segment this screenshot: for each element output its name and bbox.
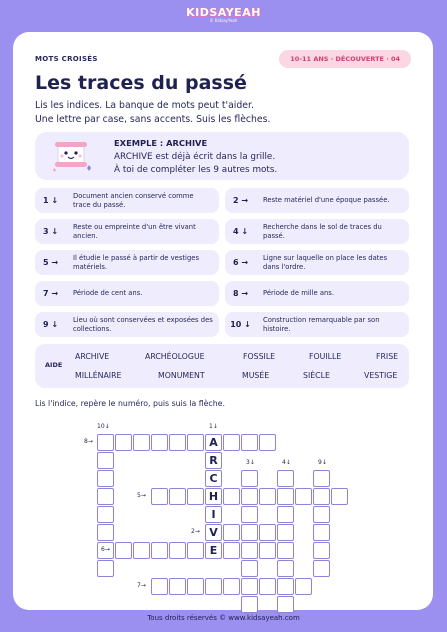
grid-cell[interactable] (241, 524, 258, 541)
grid-cell[interactable] (151, 434, 168, 451)
brand-name: KIDSAYEAH (186, 6, 261, 19)
grid-cell[interactable] (133, 434, 150, 451)
grid-cell[interactable] (205, 578, 222, 595)
word-bank-item: FOSSILE (243, 352, 276, 361)
grid-cell[interactable] (133, 542, 150, 559)
grid-cell[interactable] (187, 542, 204, 559)
word-bank-item: FOUILLE (309, 352, 342, 361)
clue-number: 2 → (232, 196, 249, 205)
intro-line: Une lettre par case, sans accents. Suis les flèches. (35, 114, 271, 125)
word-bank-item: MILLÉNAIRE (75, 371, 122, 380)
grid-cell[interactable] (115, 434, 132, 451)
grid-cell[interactable] (313, 542, 330, 559)
grid-cell[interactable] (97, 434, 114, 451)
clue-text: Document ancien conservé comme trace du passé. (73, 192, 194, 209)
brand-tagline: © KidsayYeah (209, 18, 238, 23)
grid-cell[interactable] (331, 488, 348, 505)
grid-cell[interactable] (241, 434, 258, 451)
clue-number: 10 ↓ (230, 320, 251, 329)
clue-text: Construction remarquable par son histoire. (263, 316, 380, 333)
grid-cell[interactable] (241, 542, 258, 559)
clue-marker: 8→ (84, 438, 93, 445)
clue-text: Ligne sur laquelle on place les dates dans l'ordre. (263, 254, 388, 271)
word-bank-item: VESTIGE (364, 371, 398, 380)
grid-cell[interactable] (97, 470, 114, 487)
clue-marker: 6→ (101, 546, 110, 553)
grid-cell[interactable] (277, 524, 294, 541)
grid-cell[interactable] (295, 488, 312, 505)
clue-text: Lieu où sont conservées et exposées des collections. (73, 316, 213, 333)
grid-cell[interactable] (223, 488, 240, 505)
worksheet-page (13, 32, 433, 610)
grid-cell[interactable] (187, 434, 204, 451)
clue-text: Il étudie le passé à partir de vestiges matériels. (73, 254, 199, 271)
grid-cell[interactable] (97, 506, 114, 523)
word-bank-label: AIDE (45, 361, 63, 369)
clue-number: 5 → (42, 258, 59, 267)
clue-text: Reste matériel d'une époque passée. (263, 196, 390, 205)
grid-cell[interactable] (151, 578, 168, 595)
page-title: Les traces du passé (35, 72, 247, 94)
clue-marker: 2→ (191, 528, 200, 535)
clue-number: 9 ↓ (42, 320, 59, 329)
grid-cell[interactable] (277, 542, 294, 559)
grid-cell[interactable] (187, 488, 204, 505)
grid-cell[interactable] (241, 560, 258, 577)
grid-cell[interactable] (223, 542, 240, 559)
clue-marker: 9↓ (318, 459, 327, 466)
crossword-grid (13, 32, 433, 610)
grid-cell[interactable] (241, 470, 258, 487)
clue-marker: 3↓ (246, 459, 255, 466)
worksheet-kicker: MOTS CROISÉS (35, 55, 98, 63)
clue-number: 7 → (42, 289, 59, 298)
grid-cell[interactable] (241, 596, 258, 613)
grid-cell[interactable] (259, 434, 276, 451)
grid-cell[interactable] (259, 488, 276, 505)
grid-cell[interactable] (313, 488, 330, 505)
clue-text: Période de mille ans. (263, 289, 334, 298)
grid-cell[interactable]: A (205, 434, 222, 451)
grid-cell[interactable] (241, 506, 258, 523)
grid-cell[interactable]: E (205, 542, 222, 559)
grid-cell[interactable] (277, 470, 294, 487)
instruction-text: Lis l'indice, repère le numéro, puis suis la flèche. (35, 399, 225, 408)
clue-text: Période de cent ans. (73, 289, 143, 298)
clue-number: 3 ↓ (42, 227, 59, 236)
grid-cell[interactable] (241, 578, 258, 595)
clue-number: 1 ↓ (42, 196, 59, 205)
grid-cell[interactable] (277, 596, 294, 613)
footer-copyright: Tous droits réservés © www.kidsayeah.com (147, 614, 300, 622)
grid-cell[interactable] (295, 578, 312, 595)
grid-cell[interactable] (277, 560, 294, 577)
grid-cell[interactable] (241, 488, 258, 505)
grid-cell[interactable] (97, 488, 114, 505)
grid-cell[interactable] (169, 434, 186, 451)
word-bank-item: MONUMENT (158, 371, 205, 380)
grid-cell[interactable] (151, 488, 168, 505)
example-line: À toi de compléter les 9 autres mots. (114, 165, 278, 175)
grid-cell[interactable]: V (205, 524, 222, 541)
grid-cell[interactable] (169, 488, 186, 505)
grid-cell[interactable] (277, 578, 294, 595)
clue-marker: 1↓ (209, 423, 218, 430)
word-bank-item: ARCHIVE (75, 352, 110, 361)
grid-cell[interactable] (259, 542, 276, 559)
grid-cell[interactable] (259, 578, 276, 595)
grid-cell[interactable] (187, 578, 204, 595)
clue-text: Reste ou empreinte d'un être vivant ancien. (73, 223, 196, 240)
grid-cell[interactable] (169, 542, 186, 559)
clue-number: 6 → (232, 258, 249, 267)
grid-cell[interactable] (169, 578, 186, 595)
clue-marker: 10↓ (97, 423, 110, 430)
grid-cell[interactable] (97, 524, 114, 541)
grid-cell[interactable] (313, 524, 330, 541)
grid-cell[interactable] (97, 560, 114, 577)
grid-cell[interactable]: C (205, 470, 222, 487)
grid-cell[interactable] (277, 506, 294, 523)
brand-logo (0, 6, 447, 23)
grid-cell[interactable] (115, 542, 132, 559)
intro-line: Lis les indices. La banque de mots peut t'aider. (35, 100, 254, 111)
grid-cell[interactable] (223, 578, 240, 595)
clue-marker: 5→ (137, 492, 146, 499)
grid-cell[interactable] (259, 524, 276, 541)
grid-cell[interactable]: R (205, 452, 222, 469)
grid-cell[interactable] (313, 470, 330, 487)
grid-cell[interactable] (223, 524, 240, 541)
level-badge: 10-11 ANS · DÉCOUVERTE · 04 (279, 50, 411, 68)
word-bank-item: ARCHÉOLOGUE (145, 352, 205, 361)
clue-number: 4 ↓ (232, 227, 249, 236)
clue-marker: 7→ (137, 582, 146, 589)
grid-cell[interactable] (277, 488, 294, 505)
clue-text: Recherche dans le sol de traces du passé. (263, 223, 382, 240)
clue-number: 8 → (232, 289, 249, 298)
grid-cell[interactable]: I (205, 506, 222, 523)
word-bank-item: SIÈCLE (303, 371, 330, 380)
example-line: ARCHIVE est déjà écrit dans la grille. (114, 152, 276, 162)
example-title: EXEMPLE : ARCHIVE (114, 138, 208, 148)
grid-cell[interactable] (151, 542, 168, 559)
grid-cell[interactable] (97, 452, 114, 469)
grid-cell[interactable] (313, 506, 330, 523)
grid-cell[interactable]: H (205, 488, 222, 505)
word-bank-item: MUSÉE (242, 371, 270, 380)
grid-cell[interactable] (313, 560, 330, 577)
word-bank-item: FRISE (376, 352, 399, 361)
clue-marker: 4↓ (282, 459, 291, 466)
grid-cell[interactable] (223, 434, 240, 451)
